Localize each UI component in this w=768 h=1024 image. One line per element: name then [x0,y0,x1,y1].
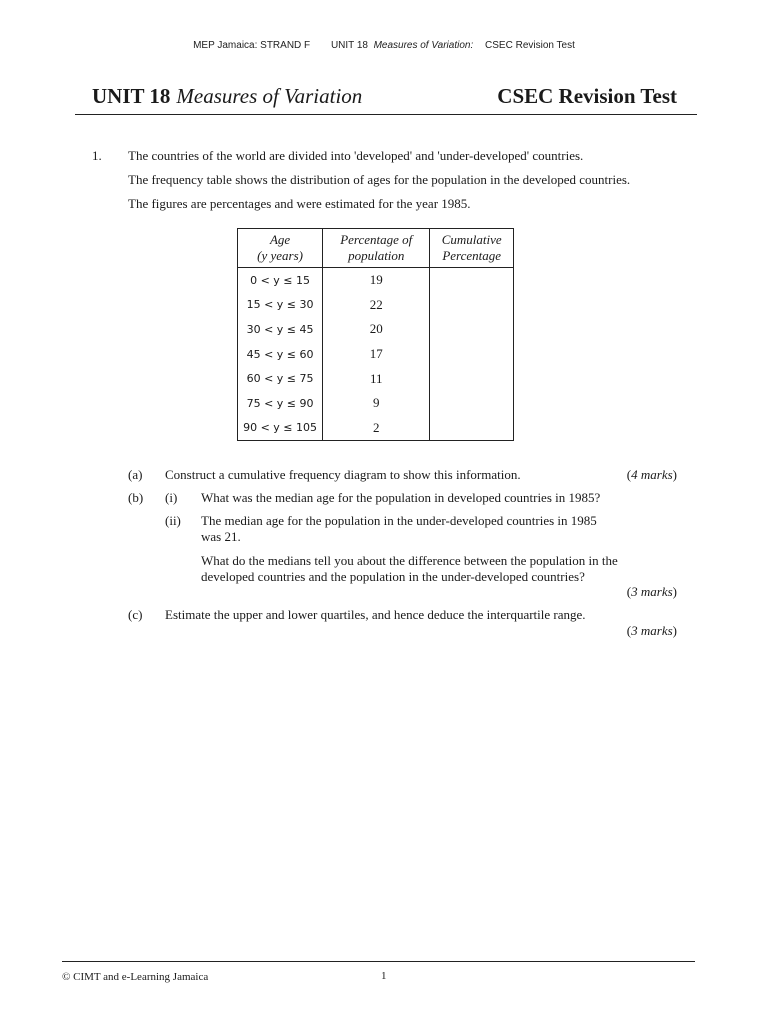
percentage-cell: 9 [323,391,430,416]
part-a-marks: (4 marks) [626,467,677,482]
cumulative-cell [430,342,514,367]
header-age: Age (y years) [238,229,323,268]
cumulative-cell [430,293,514,318]
question-number: 1. [92,148,102,163]
question-line-2: The frequency table shows the distribution of ages for the population in the developed countries. [128,172,631,187]
part-a-label: (a) [128,467,143,482]
age-cell: 60 < y ≤ 75 [238,366,323,391]
part-b-ii-text-4: developed countries and the population in the under-developed countries? [201,569,585,584]
percentage-cell: 11 [323,366,430,391]
age-cell: 75 < y ≤ 90 [238,391,323,416]
footer-rule [62,961,695,962]
frequency-table [237,228,514,441]
cumulative-cell [430,416,514,441]
part-b-marks: (3 marks) [626,584,677,599]
header-strand: MEP Jamaica: STRAND F [193,40,311,51]
table-row [238,293,514,318]
age-cell: 90 < y ≤ 105 [238,416,323,441]
table-row [238,317,514,342]
page-title [92,84,362,109]
table-row [238,416,514,441]
part-c-text: Estimate the upper and lower quartiles, and hence deduce the interquartile range. [165,607,586,622]
cumulative-cell [430,391,514,416]
table-row [238,268,514,293]
percentage-cell: 19 [323,268,430,293]
title-rule [75,114,697,115]
part-b-i-label: (i) [165,490,178,505]
part-b-i-text: What was the median age for the population in developed countries in 1985? [201,490,601,505]
percentage-cell: 2 [323,416,430,441]
footer-copyright: © CIMT and e-Learning Jamaica [62,971,209,983]
cumulative-cell [430,317,514,342]
age-cell: 30 < y ≤ 45 [238,317,323,342]
part-b-label: (b) [128,490,144,505]
table-row [238,366,514,391]
cumulative-cell [430,366,514,391]
table-header-row [238,229,514,268]
header-unit: UNIT 18 Measures of Variation: [330,40,474,51]
part-b-ii-label: (ii) [165,513,181,528]
age-cell: 15 < y ≤ 30 [238,293,323,318]
part-b-ii-text-1: The median age for the population in the under-developed countries in 1985 [201,513,597,528]
running-header [0,40,768,51]
page-number: 1 [381,970,387,982]
cumulative-cell [430,268,514,293]
title-test: CSEC Revision Test [497,84,677,108]
title-topic: Measures of Variation [176,84,363,108]
table-row [238,342,514,367]
header-cumulative: Cumulative Percentage [430,229,514,268]
header-percentage: Percentage of population [323,229,430,268]
part-b-ii-text-3: What do the medians tell you about the difference between the population in the [201,553,618,568]
age-cell: 0 < y ≤ 15 [238,268,323,293]
header-test: CSEC Revision Test [485,40,575,51]
percentage-cell: 17 [323,342,430,367]
part-a-text: Construct a cumulative frequency diagram to show this information. [165,467,521,482]
title-unit: UNIT 18 [92,84,171,108]
part-c-label: (c) [128,607,143,622]
question-line-3: The figures are percentages and were estimated for the year 1985. [128,196,471,211]
table-row [238,391,514,416]
percentage-cell: 20 [323,317,430,342]
part-b-ii-text-2: was 21. [201,529,241,544]
percentage-cell: 22 [323,293,430,318]
question-line-1: The countries of the world are divided into 'developed' and 'under-developed' countries. [128,148,584,163]
part-c-marks: (3 marks) [626,623,677,638]
age-cell: 45 < y ≤ 60 [238,342,323,367]
